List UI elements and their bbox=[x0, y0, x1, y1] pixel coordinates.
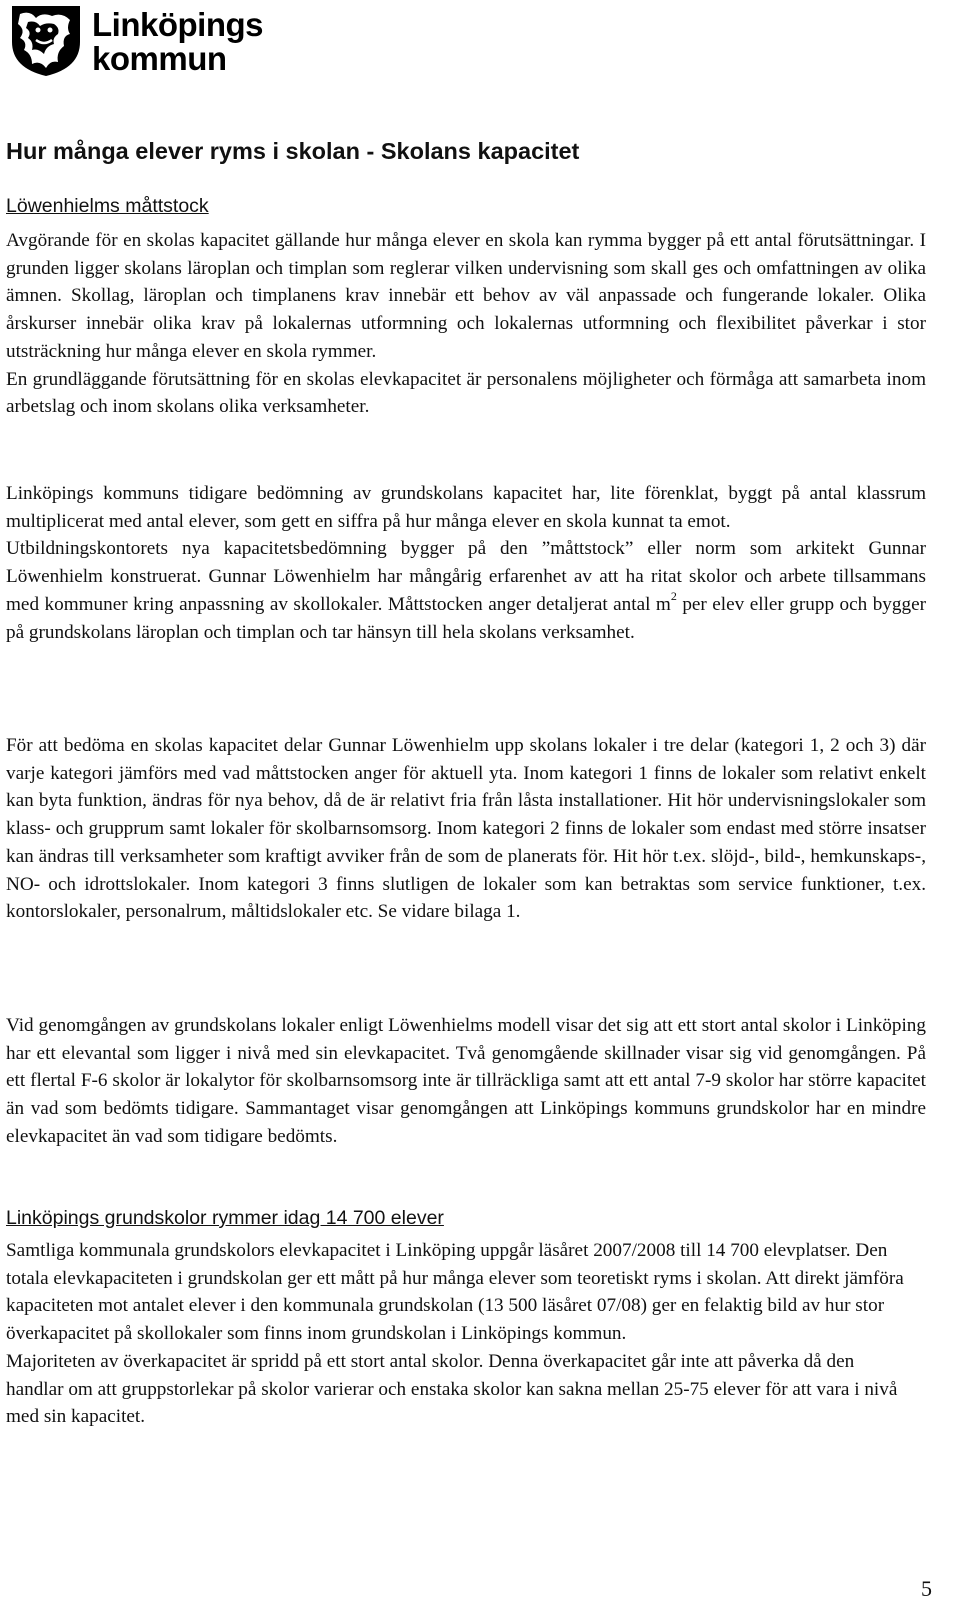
paragraph-review: Vid genomgången av grundskolans lokaler enligt Löwenhielms modell visar det sig att ett stort antal skolor i Linköping har ett elevantal som ligger i nivå med sin elevkapacitet. Två genomgående skillnader visar sig vid genomgången. På ett flertal F-6 skolor är lokalytor för skolbarnsomsorg inte är tillräckliga samt att ett antal 7-9 skolor har större kapacitet än vad som bedömts tidigare. Sammantaget visar genomgången att Linköpings kommuns grundskolor har en mindre elevkapacitet än vad som tidigare bedömts. bbox=[6, 1015, 926, 1147]
municipality-logo bbox=[6, 2, 266, 78]
section-heading-mattstock: Löwenhielms måttstock bbox=[6, 195, 209, 217]
logo-text-kommun: kommun bbox=[92, 40, 227, 77]
paragraph-capacity-text: Samtliga kommunala grundskolors elevkapacitet i Linköping uppgår läsåret 2007/2008 till 14 700 elevplatser. Den totala elevkapaciteten i grundskolan ger ett mått på hur många elever som teoretiskt ryms i skolan. Att direkt jämföra kapaciteten mot antalet elever i den kommunala grundskolan (13 500 läsåret 07/08) ger en felaktig bild av hur stor överkapacitet på skollokaler som finns inom grundskolan i Linköpings kommun. bbox=[6, 1240, 904, 1345]
paragraph-intro-text: Avgörande för en skolas kapacitet gällande hur många elever en skola kan rymma bygger på ett antal förutsättningar. I grunden ligger skolans läroplan och timplan som reglerar vilken undervisning som skall ges och omfattningen av olika ämnen. Skollag, läroplan och timplanens krav innebär ett behov av väl anpassade och fungerande lokaler. Olika årskurser innebär olika krav på lokalernas utformning och lokalernas utformning och flexibilitet påverkar i stor utsträckning hur många elever en skola rymmer. bbox=[6, 230, 926, 362]
paragraph-overcapacity: Majoriteten av överkapacitet är spridd på ett stort antal skolor. Denna överkapacitet går inte att påverka då den handlar om att gruppstorlekar på skolor varierar och enstaka skolor kan sakna mellan 25-75 elever för att vara i nivå med sin kapacitet. bbox=[6, 1350, 898, 1428]
paragraph-assessment bbox=[6, 480, 926, 646]
logo-text-linkopings: Linköpings bbox=[92, 6, 263, 43]
paragraph-intro bbox=[6, 227, 926, 421]
paragraph-new-assessment-end: per elev eller grupp och bygger på grundskolans läroplan och timplan och tar hänsyn till hela skolans verksamhet. bbox=[6, 593, 926, 643]
paragraph-previous-assessment: Linköpings kommuns tidigare bedömning av grundskolans kapacitet har, lite förenklat, byggt på antal klassrum multiplicerat med antal elever, som gett en siffra på hur många elever en skola kunnat ta emot. bbox=[6, 483, 926, 532]
section-heading-capacity: Linköpings grundskolor rymmer idag 14 700 elever bbox=[6, 1207, 444, 1229]
lion-shield-icon bbox=[6, 2, 86, 78]
paragraph-new-assessment-text: Utbildningskontorets nya kapacitetsbedömning bygger på den ”måttstock” eller norm som arkitekt Gunnar Löwenhielm konstruerat. Gunnar Löwenhielm har mångårig erfarenhet av att ha ritat skolor och arbete tillsammans med kommuner kring anpassning av skollokaler. Måttstocken anger detaljerat antal m bbox=[6, 538, 926, 615]
page-number: 5 bbox=[921, 1576, 932, 1601]
paragraph-new-assessment bbox=[6, 538, 926, 642]
superscript-2: 2 bbox=[670, 589, 677, 604]
paragraph-capacity bbox=[6, 1237, 906, 1431]
paragraph-categories: För att bedöma en skolas kapacitet delar Gunnar Löwenhielm upp skolans lokaler i tre delar (kategori 1, 2 och 3) där varje kategori jämförs med vad måttstocken anger för aktuell yta. Inom kategori 1 finns de lokaler som relativt enkelt kan byta funktion, ändras för nya behov, då de är relativt fria från låsta installationer. Hit hör undervisningslokaler som klass- och grupprum samt lokaler för skolbarnsomsorg. Inom kategori 2 finns de lokaler som endast med större insatser kan ändras till verksamheter som kraftigt avviker från de som de planerats för. Hit hör t.ex. slöjd-, bild-, hemkunskaps-, NO- och idrottslokaler. Inom kategori 3 finns slutligen de lokaler som kan betraktas som service funktioner, t.ex. kontorslokaler, personalrum, måltidslokaler etc. Se vidare bilaga 1. bbox=[6, 735, 926, 923]
paragraph-intro-second: En grundläggande förutsättning för en skolas elevkapacitet är personalens möjligheter och förmåga att samarbeta inom arbetslag och inom skolans olika verksamheter. bbox=[6, 368, 926, 418]
document-title: Hur många elever ryms i skolan - Skolans kapacitet bbox=[6, 138, 580, 164]
